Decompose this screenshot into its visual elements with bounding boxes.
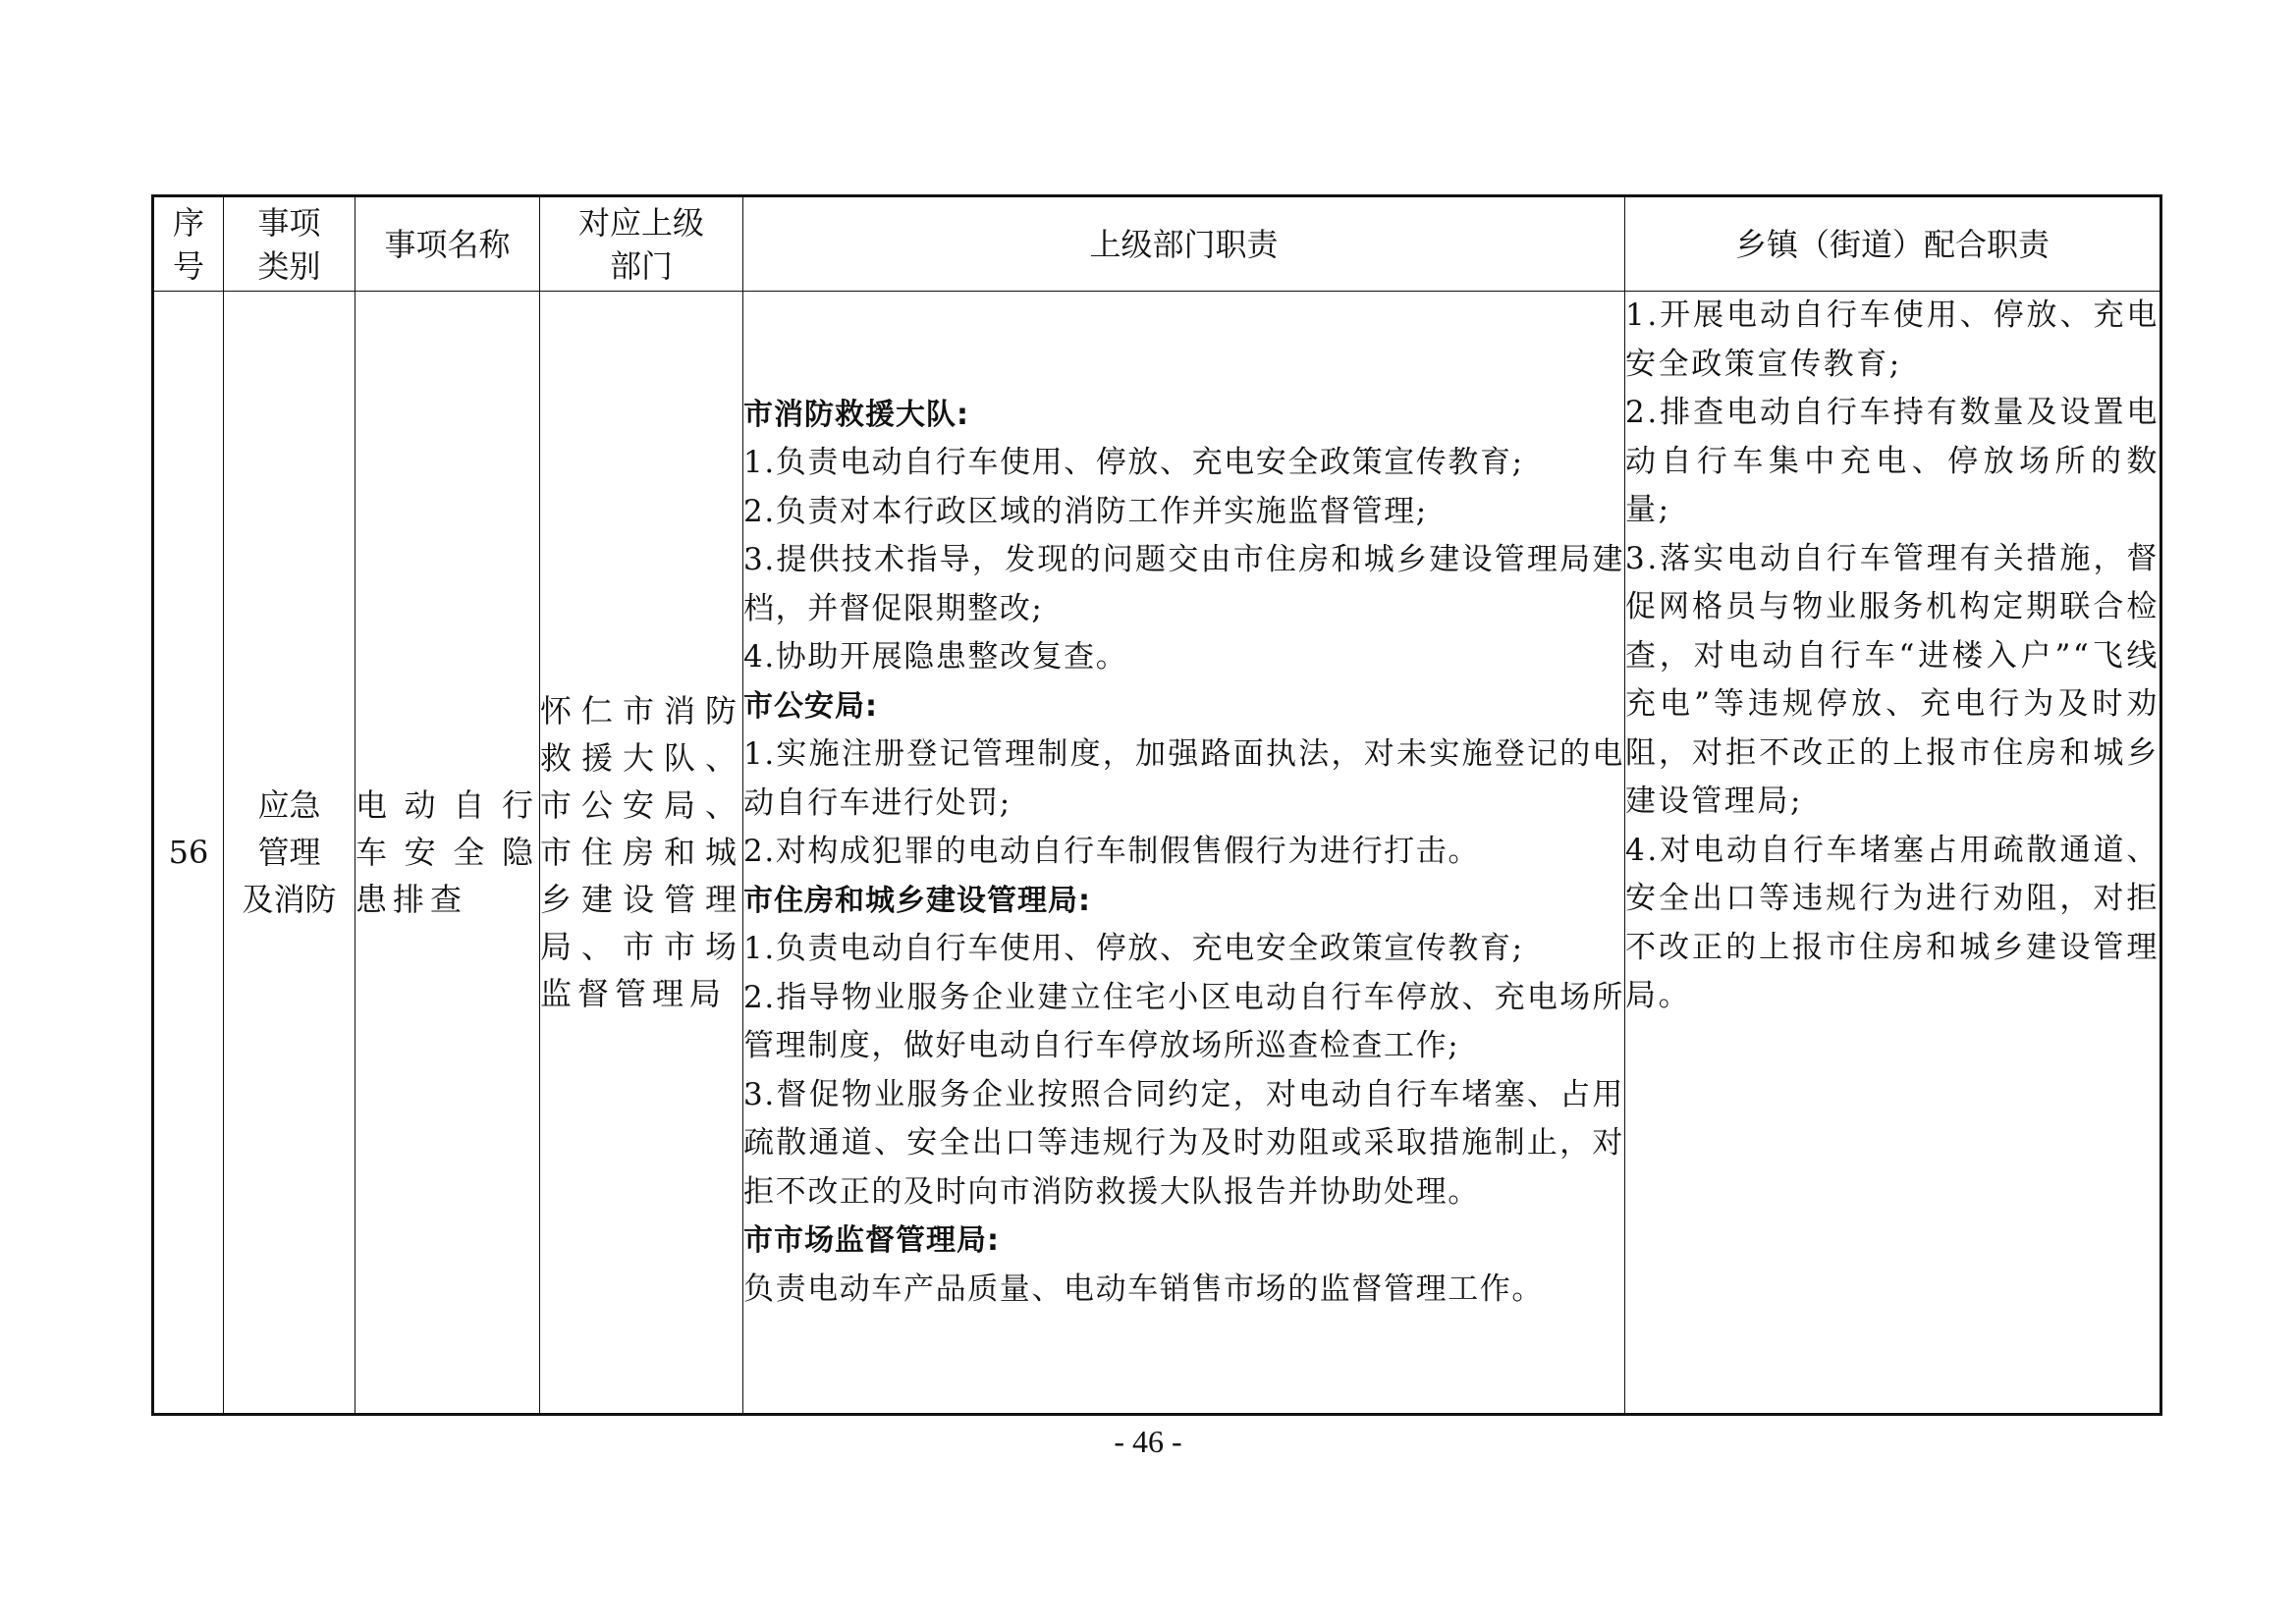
row-category-line1: 应急: [257, 786, 321, 824]
header-category: [224, 196, 355, 292]
duty-line: 3.督促物业服务企业按照合同约定，对电动自行车堵塞、占用疏散通道、安全出口等违规行为及时劝阻或采取措施制止，对拒不改正的及时向市消防救援大队报告并协助处理。: [743, 1076, 1624, 1210]
group-title-housing: 市住房和城乡建设管理局:: [743, 883, 1091, 918]
header-number-line1: 序: [172, 203, 204, 242]
header-category-line2: 类别: [257, 246, 321, 285]
header-upper-dept-line1: 对应上级: [577, 203, 704, 242]
header-number: [153, 196, 224, 292]
header-upper-duty: 上级部门职责: [743, 196, 1625, 292]
town-duty-line: 4.对电动自行车堵塞占用疏散通道、安全出口等违规行为进行劝阻，对拒不改正的上报市住房和城乡建设管理局。: [1625, 832, 2159, 1013]
table-row: [153, 292, 2161, 1415]
row-category-line3: 及消防: [242, 881, 337, 918]
row-upper-dept: 怀仁市消防救援大队、市公安局、市住房和城乡建设管理局、市市场监督管理局: [540, 292, 743, 1415]
row-category-line2: 管理: [257, 834, 321, 871]
header-category-line1: 事项: [257, 203, 321, 242]
duty-line: 3.提供技术指导，发现的问题交由市住房和城乡建设管理局建档，并督促限期整改;: [743, 542, 1624, 626]
row-town-duty: [1625, 292, 2161, 1415]
group-title-police: 市公安局:: [743, 688, 878, 724]
header-number-line2: 号: [172, 246, 204, 285]
row-number: 56: [153, 292, 224, 1415]
duty-line: 1.负责电动自行车使用、停放、充电安全政策宣传教育;: [743, 931, 1524, 967]
town-duty-line: 3.落实电动自行车管理有关措施，督促网格员与物业服务机构定期联合检查，对电动自行车“进楼入户”“飞线充电”等违规停放、充电行为及时劝阻，对拒不改正的上报市住房和城乡建设管理局;: [1625, 540, 2159, 819]
row-upper-duty: [743, 292, 1625, 1415]
duty-line: 1.负责电动自行车使用、停放、充电安全政策宣传教育;: [743, 445, 1524, 481]
duty-line: 2.对构成犯罪的电动自行车制假售假行为进行打击。: [743, 834, 1480, 870]
group-title-fire: 市消防救援大队:: [743, 397, 969, 432]
duty-line: 4.协助开展隐患整改复查。: [743, 639, 1128, 676]
duty-line: 1.实施注册登记管理制度，加强路面执法，对未实施登记的电动自行车进行处罚;: [743, 736, 1624, 821]
page-number: - 46 -: [1114, 1424, 1182, 1459]
duty-line: 2.负责对本行政区域的消防工作并实施监督管理;: [743, 493, 1428, 529]
row-item-name: 电动自行车安全隐患排查: [355, 292, 540, 1415]
row-category: [224, 292, 355, 1415]
town-duty-line: 1.开展电动自行车使用、停放、充电安全政策宣传教育;: [1625, 298, 2159, 382]
duty-line: 2.指导物业服务企业建立住宅小区电动自行车停放、充电场所管理制度，做好电动自行车停放场所巡查检查工作;: [743, 979, 1624, 1064]
header-upper-dept-line2: 部门: [609, 246, 673, 285]
duty-table: [151, 194, 2162, 1416]
header-row: [153, 196, 2161, 292]
header-item-name: 事项名称: [355, 196, 540, 292]
duty-line: 负责电动车产品质量、电动车销售市场的监督管理工作。: [743, 1271, 1544, 1307]
group-title-market: 市市场监督管理局:: [743, 1223, 1000, 1259]
header-upper-dept: [540, 196, 743, 292]
town-duty-line: 2.排查电动自行车持有数量及设置电动自行车集中充电、停放场所的数量;: [1625, 395, 2159, 527]
header-town-duty: 乡镇（街道）配合职责: [1625, 196, 2161, 292]
